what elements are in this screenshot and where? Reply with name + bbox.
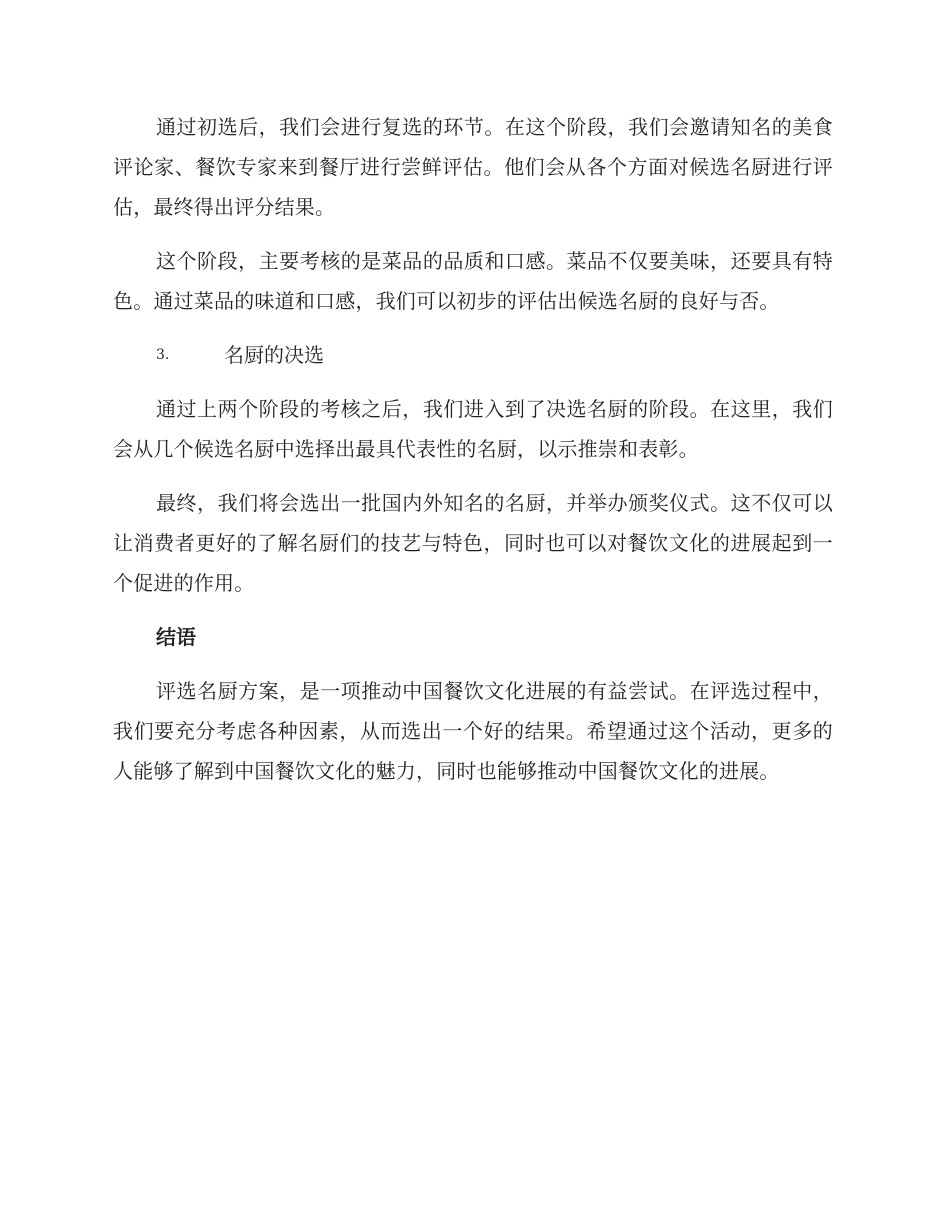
numbered-section-final-selection (113, 335, 833, 375)
paragraph-assessment-focus: 这个阶段，主要考核的是菜品的品质和口感。菜品不仅要美味，还要具有特色。通过菜品的味道和口感，我们可以初步的评估出候选名厨的良好与否。 (113, 249, 833, 313)
paragraph-review-stage: 通过初选后，我们会进行复选的环节。在这个阶段，我们会邀请知名的美食评论家、餐饮专家来到餐厅进行尝鲜评估。他们会从各个方面对候选名厨进行评估，最终得出评分结果。 (113, 115, 833, 219)
document-page (113, 107, 833, 805)
list-number: 3. (156, 347, 170, 363)
paragraph-final-stage: 通过上两个阶段的考核之后，我们进入到了决选名厨的阶段。在这里，我们会从几个候选名厨中选择出最具代表性的名厨，以示推崇和表彰。 (113, 397, 833, 461)
list-item-title: 名厨的决选 (224, 343, 324, 367)
conclusion-heading: 结语 (156, 625, 196, 649)
paragraph-conclusion: 评选名厨方案，是一项推动中国餐饮文化进展的有益尝试。在评选过程中，我们要充分考虑各种因素，从而选出一个好的结果。希望通过这个活动，更多的人能够了解到中国餐饮文化的魅力，同时也能够推动中国餐饮文化的进展。 (113, 679, 833, 783)
paragraph-award-ceremony: 最终，我们将会选出一批国内外知名的名厨，并举办颁奖仪式。这不仅可以让消费者更好的了解名厨们的技艺与特色，同时也可以对餐饮文化的进展起到一个促进的作用。 (113, 491, 833, 595)
